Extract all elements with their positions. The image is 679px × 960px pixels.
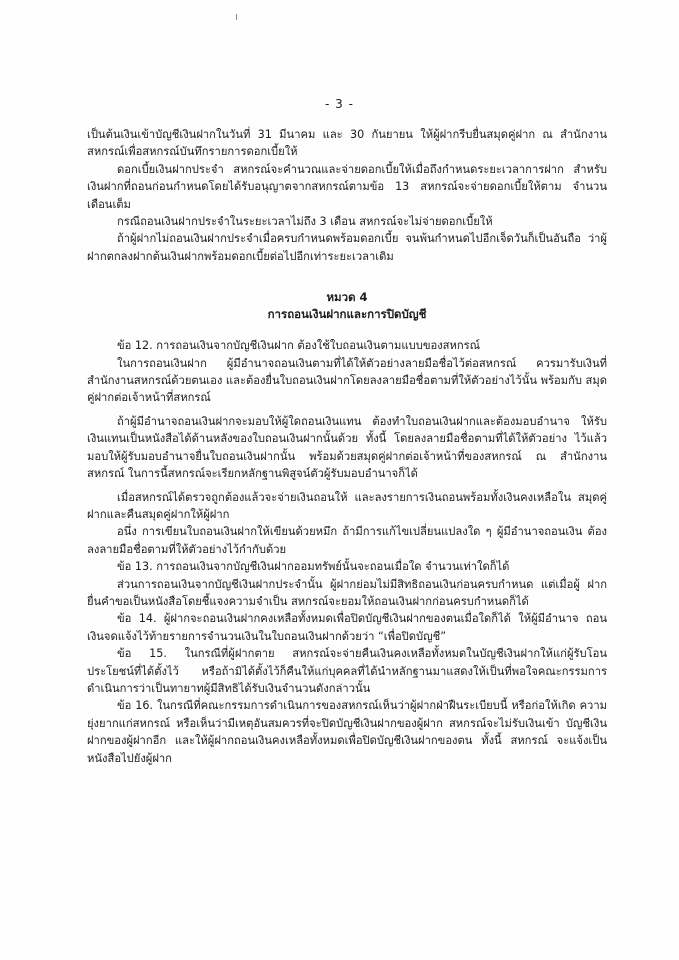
clause-12-payout: เมื่อสหกรณ์ได้ตรวจถูกต้องแล้วจะจ่ายเงินถอนให้ และลงรายการเงินถอนพร้อมทั้งเงินคงเหลือใน สมุดคู่ฝากและคืนสมุดคู่ฝากให้ผู้ฝาก — [87, 490, 607, 521]
paragraph-fixed-interest: ดอกเบี้ยเงินฝากประจำ สหกรณ์จะคำนวณและจ่ายดอกเบี้ยให้เมื่อถึงกำหนดระยะเวลาการฝาก สำหรับเงินฝากที่ถอนก่อนกำหนดโดยได้รับอนุญาตจากสหกรณ์ตามข้อ 13 สหกรณ์จะจ่ายดอกเบี้ยให้ตาม จำนวนเดือนเต็ม — [87, 162, 607, 211]
clause-14: ข้อ 14. ผู้ฝากจะถอนเงินฝากคงเหลือทั้งหมดเพื่อปิดบัญชีเงินฝากของตนเมื่อใดก็ได้ ให้ผู้มีอำนาจ ถอนเงินจดแจ้งไว้ท้ายรายการจำนวนเงินในใบถอนเงินฝากด้วยว่า “เพื่อปิดบัญชี” — [87, 612, 607, 643]
clause-13: ข้อ 13. การถอนเงินจากบัญชีเงินฝากออมทรัพย์นั้นจะถอนเมื่อใด จำนวนเท่าใดก็ได้ — [117, 560, 510, 574]
clause-16: ข้อ 16. ในกรณีที่คณะกรรมการดำเนินการของสหกรณ์เห็นว่าผู้ฝากฝ่าฝืนระเบียบนี้ หรือก่อให้เกิด ความยุ่งยากแก่สหกรณ์ หรือเห็นว่ามีเหตุอันสมควรที่จะปิดบัญชีเงินฝากของผู้ฝาก สหกรณ์จะไม่รับเงินเข้า บัญชีเงินฝากของผู้ฝากอีก และให้ผู้ฝากถอนเงินคงเหลือทั้งหมดเพื่อปิดบัญชีเงินฝากของตน ทั้งนี้ สหกรณ์ จะแจ้งเป็นหนังสือไปยังผู้ฝาก — [87, 699, 607, 765]
chapter-number: หมวด 4 — [326, 290, 368, 305]
clause-13-fixed: ส่วนการถอนเงินจากบัญชีเงินฝากประจำนั้น ผู้ฝากย่อมไม่มีสิทธิถอนเงินก่อนครบกำหนด แต่เมื่อผู้ ฝากยื่นคำขอเป็นหนังสือโดยชี้แจงความจำเป็น สหกรณ์จะยอมให้ถอนเงินฝากก่อนครบกำหนดก็ได้ — [87, 577, 607, 608]
clause-12: ข้อ 12. การถอนเงินจากบัญชีเงินฝาก ต้องใช้ใบถอนเงินตามแบบของสหกรณ์ — [117, 339, 481, 353]
paragraph-short-term: กรณีถอนเงินฝากประจำในระยะเวลาไม่ถึง 3 เดือน สหกรณ์จะไม่จ่ายดอกเบี้ยให้ — [117, 215, 493, 229]
clause-12-withdrawal-in-person: ในการถอนเงินฝาก ผู้มีอำนาจถอนเงินตามที่ได้ให้ตัวอย่างลายมือชื่อไว้ต่อสหกรณ์ ควรมารับเงินที่ สำนักงานสหกรณ์ด้วยตนเอง และต้องยื่นใบถอนเงินฝากโดยลงลายมือชื่อตามที่ให้ตัวอย่างไว้นั้น พร้อมกับ สมุดคู่ฝากต่อเจ้าหน้าที่สหกรณ์ — [87, 356, 607, 405]
clause-15: ข้อ 15. ในกรณีที่ผู้ฝากตาย สหกรณ์จะจ่ายคืนเงินคงเหลือทั้งหมดในบัญชีเงินฝากให้แก่ผู้รับโอน ประโยชน์ที่ได้ตั้งไว้ หรือถ้ามิได้ตั้งไว้ก็คืนให้แก่บุคคลที่ได้นำหลักฐานมาแสดงให้เป็นที่พอใจคณะกรรมการ ดำเนินการว่าเป็นทายาทผู้มีสิทธิได้รับเงินจำนวนดังกล่าวนั้น — [87, 647, 607, 695]
paragraph-interest-dates: เป็นต้นเงินเข้าบัญชีเงินฝากในวันที่ 31 มีนาคม และ 30 กันยายน ให้ผู้ฝากรีบยื่นสมุดคู่ฝาก ณ สำนักงาน สหกรณ์เพื่อสหกรณ์บันทึกรายการดอกเบี้ยให้ — [87, 128, 607, 159]
clause-12-proxy: ถ้าผู้มีอำนาจถอนเงินฝากจะมอบให้ผู้ใดถอนเงินแทน ต้องทำใบถอนเงินฝากและต้องมอบอำนาจ ให้รับเงินแทนเป็นหนังสือได้ด้านหลังของใบถอนเงินฝากนั้นด้วย ทั้งนี้ โดยลงลายมือชื่อตามที่ได้ให้ตัวอย่าง ไว้แล้วมอบให้ผู้รับมอบอำนาจยื่นใบถอนเงินฝากนั้น พร้อมด้วยสมุดคู่ฝากต่อเจ้าหน้าที่ของสหกรณ์ ณ สำนักงานสหกรณ์ ในการนี้สหกรณ์จะเรียกหลักฐานพิสูจน์ตัวผู้รับมอบอำนาจก็ได้ — [87, 414, 607, 481]
chapter-title: การถอนเงินฝากและการปิดบัญชี — [267, 307, 427, 322]
paragraph-auto-renew: ถ้าผู้ฝากไม่ถอนเงินฝากประจำเมื่อครบกำหนดพร้อมดอกเบี้ย จนพ้นกำหนดไปอีกเจ็ดวันก็เป็นอันถือ ว่าผู้ฝากตกลงฝากต้นเงินฝากพร้อมดอกเบี้ยต่อไปอีกเท่าระยะเวลาเดิม — [87, 232, 607, 263]
clause-12-ink: อนึ่ง การเขียนใบถอนเงินฝากให้เขียนด้วยหมึก ถ้ามีการแก้ไขเปลี่ยนแปลงใด ๆ ผู้มีอำนาจถอนเงิน ต้องลงลายมือชื่อตามที่ให้ตัวอย่างไว้กำกับด้วย — [87, 525, 607, 556]
document-body — [87, 126, 607, 767]
page-number: - 3 - — [325, 97, 354, 111]
scan-mark — [236, 14, 237, 20]
